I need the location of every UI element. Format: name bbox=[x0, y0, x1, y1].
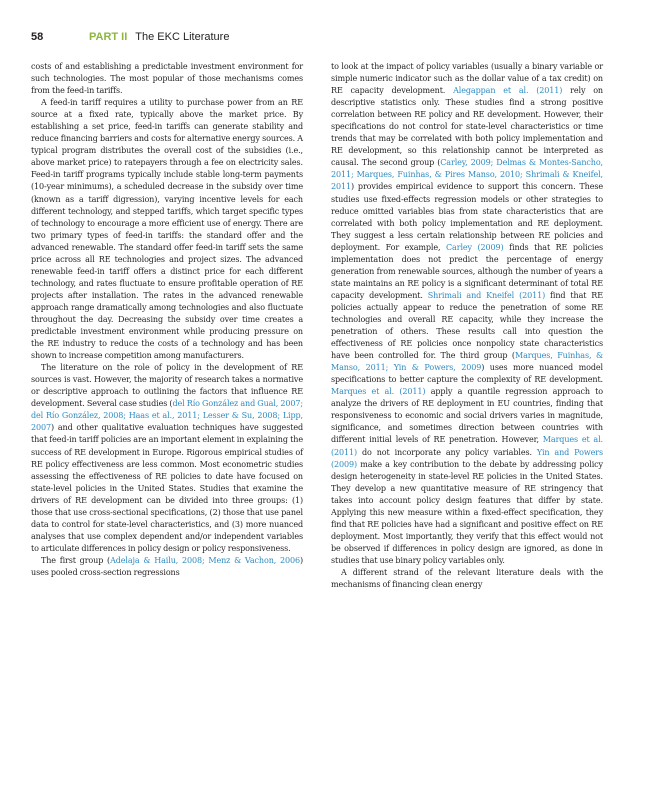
text-run: finds that RE policies implementation does not predict the percentage of energy generation from renewable sources, although the number of years a state maintains an RE policy is a significant determinant of total RE capacity development. bbox=[331, 242, 604, 300]
text-run: ) uses pooled cross-section regressions bbox=[31, 555, 304, 577]
text-run: to look at the impact of policy variables (usually a binary variable or simple numeric indicator such as the dollar value of a tax credit) on RE capacity development. bbox=[331, 62, 603, 96]
text-run: make a key contribution to the debate by addressing policy design heterogeneity in state-level RE policies in the United States. They develop a new quantitative measure of RE stringency that takes into account policy design features that differ by state. Applying this new measure within a fixed-effect specification, they find that RE policies have had a significant and positive effect on RE deployment. Most importantly, they verify that this effect would not be observed if differences in policy design are ignored, as done in studies that use binary policy variables only. bbox=[331, 459, 603, 565]
citation-link[interactable]: Adelaja & Hailu, 2008; Menz & Vachon, 2006 bbox=[110, 555, 300, 565]
text-run: find that RE policies actually appear to reduce the penetration of some RE technologies and overall RE capacity, while they increase the penetration of others. These results call into question the effectiveness of RE policies once nonpolicy state characteristics have been controlled for. The third group ( bbox=[331, 290, 603, 361]
citation-link[interactable]: Yin and Powers (2009) bbox=[331, 447, 603, 469]
section-title: The EKC Literature bbox=[135, 31, 230, 43]
right-column bbox=[331, 61, 603, 591]
citation-link[interactable]: Alegappan et al. (2011) bbox=[453, 86, 563, 96]
paragraph bbox=[31, 555, 303, 579]
text-run: apply a quantile regression approach to analyze the drivers of RE deployment in EU countries, finding that responsiveness to economic and social drivers varies in magnitude, significance, and sometimes direction between countries with different initial levels of RE penetration. However, bbox=[331, 387, 604, 445]
text-run: ) and other qualitative evaluation techniques have suggested that feed-in tariff policies are an important element in explaining the success of RE development in Europe. Rigorous empirical studies of RE policy effectiveness are less common. Most econometric studies assessing the effectiveness of RE policies to date have focused on state-level policies in the United States. Studies that examine the drivers of RE development can be divided into three groups: (1) those that use cross-sectional specifications, (2) those that use panel data to control for state-level characteristics, and (3) more nuanced analyses that use complex dependent and/or independent variables to articulate differences in policy design or policy responsiveness. bbox=[31, 423, 303, 553]
citation-link[interactable]: Marques et al. (2011) bbox=[331, 435, 603, 457]
paragraph: A feed-in tariff requires a utility to purchase power from an RE source at a fixed rate, typically above the market price. By establishing a set price, feed-in tariffs can generate stability and reduce financing barriers and costs for alternative energy sources. A typical program distributes the overall cost of the subsidies (i.e., above market price) to ratepayers through a fee on electricity sales. Feed-in tariff programs typically include stable long-term payments (10-year minimums), a scheduled decrease in the subsidy over time (known as a tariff digression), varying incentive levels for each different technology, and stepped tariffs, which target specific types of technology to encourage a more efficient use of energy. There are two primary types of feed-in tariffs: the standard offer and the advanced renewable. The standard offer feed-in tariff sets the same price across all RE technologies and project sizes. The advanced renewable feed-in tariff offers a distinct price for each different technology, and rates fluctuate to ensure profitable operation of RE projects after installation. The rates in the advanced renewable approach range dramatically among technologies and also fluctuate throughout the day. Decreasing the subsidy over time creates a predictable investment environment while producing pressure on the RE industry to reduce the costs of a technology and has been shown to increase competition among manufacturers. bbox=[31, 98, 303, 361]
citation-link[interactable]: Shrimali and Kneifel (2011) bbox=[427, 290, 546, 300]
part-label: PART II bbox=[89, 31, 128, 43]
text-run: do not incorporate any policy variables. bbox=[357, 447, 537, 457]
citation-link[interactable]: Marques, Fuinhas, & Manso, 2011; Yin & Powers, 2009 bbox=[331, 351, 603, 373]
paragraph bbox=[331, 61, 603, 567]
citation-link[interactable]: Carley, 2009; Delmas & Montes-Sancho, 2011; Marques, Fuinhas, & Pires Manso, 2010; Shrimali & Kneifel, 2011 bbox=[331, 158, 603, 192]
text-run: The literature on the role of policy in the development of RE sources is vast. However, the majority of research takes a normative or descriptive approach to outlining the factors that influence RE development. Several case studies ( bbox=[31, 363, 303, 409]
citation-link[interactable]: del Río González and Gual, 2007; del Río González, 2008; Haas et al., 2011; Lesser & Su, 2008; Lipp, 2007 bbox=[31, 399, 303, 433]
text-run: rely on descriptive statistics only. These studies find a strong positive correlation between RE policy and RE development. However, their specifications do not control for state-level characteristics or time trends that may be correlated with both policy implementation and RE development, so this relationship cannot be interpreted as causal. The second group ( bbox=[331, 86, 603, 168]
running-header bbox=[31, 31, 229, 47]
citation-link[interactable]: Carley (2009) bbox=[446, 242, 504, 252]
page-number: 58 bbox=[31, 31, 44, 43]
paragraph bbox=[31, 362, 303, 555]
text-run: ) provides empirical evidence to support this concern. These studies use fixed-effects regression models or other strategies to reduce omitted variables bias from state characteristics that are correlated with both policy implementation and RE deployment. They suggest a less certain relationship between RE policies and deployment. For example, bbox=[331, 182, 603, 252]
paragraph: costs of and establishing a predictable investment environment for such technologies. The most popular of those mechanisms comes from the feed-in tariffs. bbox=[31, 62, 303, 96]
citation-link[interactable]: Marques et al. (2011) bbox=[331, 387, 426, 397]
left-column bbox=[31, 61, 303, 579]
text-run: The first group ( bbox=[41, 555, 111, 565]
paragraph: A different strand of the relevant literature deals with the mechanisms of financing clean energy bbox=[331, 567, 603, 590]
text-run: ) uses more nuanced model specifications to better capture the complexity of RE development. bbox=[331, 363, 603, 385]
